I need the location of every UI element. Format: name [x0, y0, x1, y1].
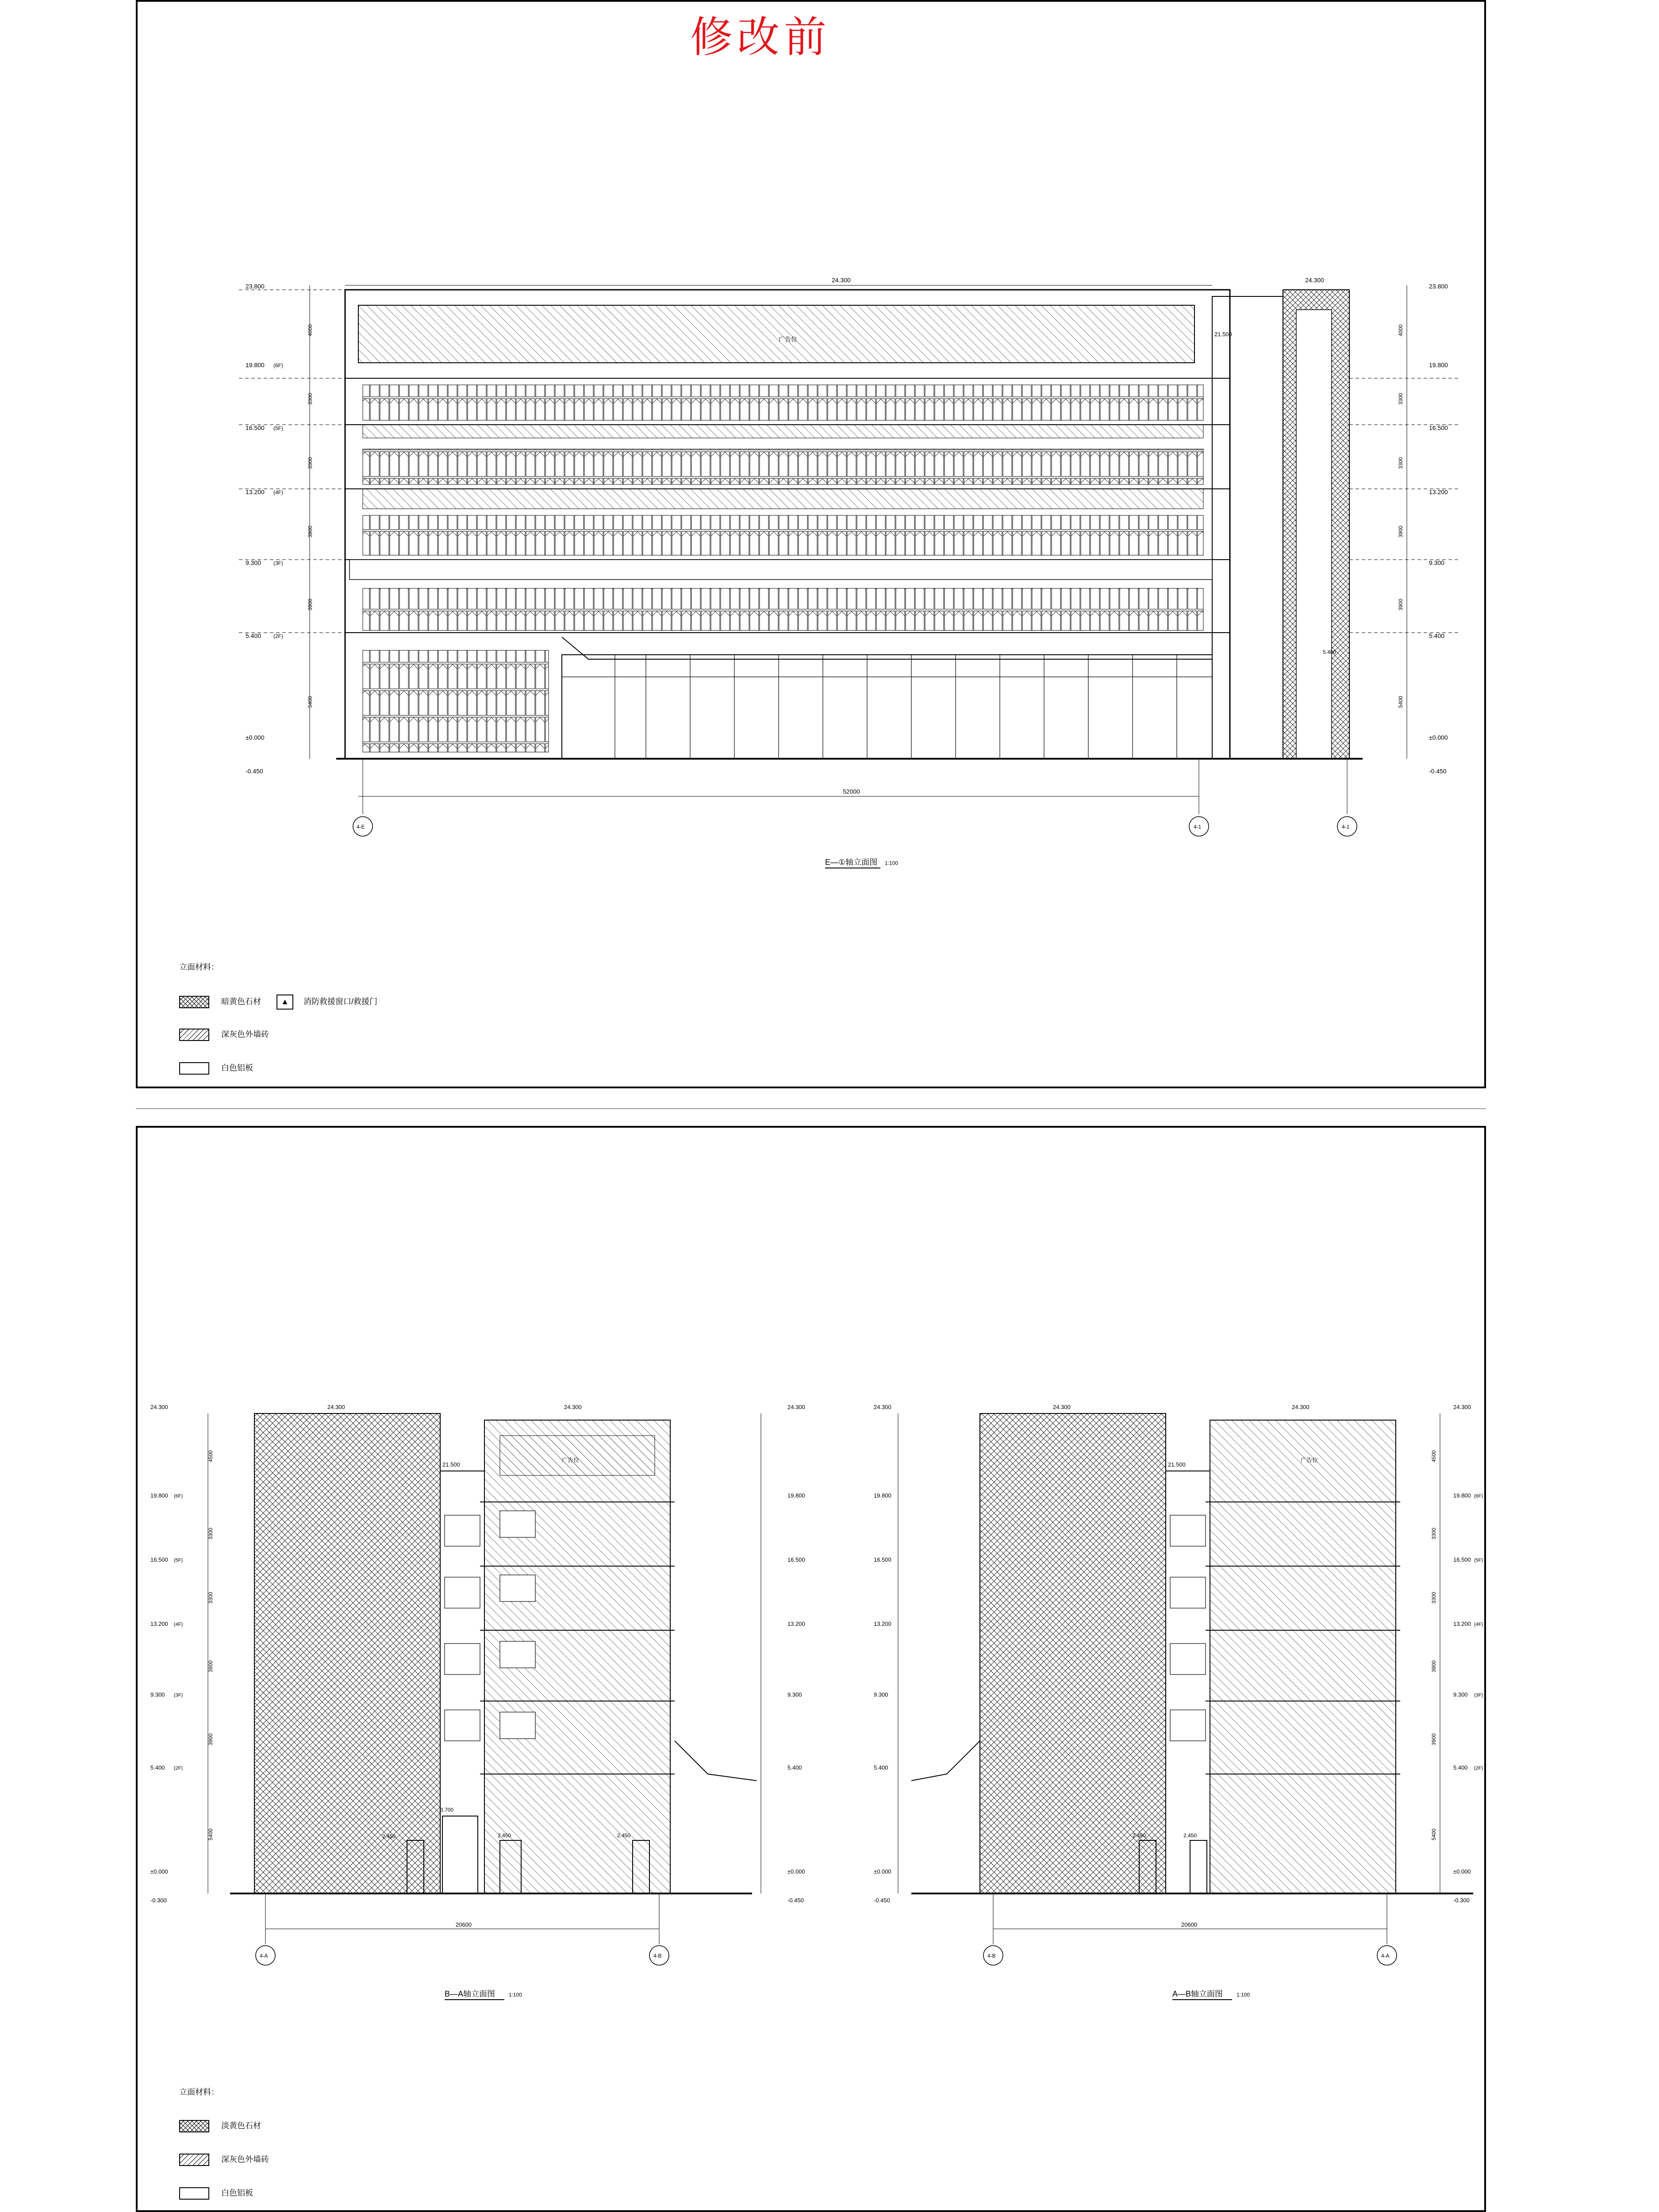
svg-text:±0.000: ±0.000 [246, 734, 265, 741]
caption-left: B—A轴立面图 [445, 1989, 495, 1998]
svg-text:3900: 3900 [1398, 599, 1404, 611]
svg-text:(6F): (6F) [174, 1494, 183, 1499]
floor-dims-right [1398, 324, 1404, 708]
svg-text:19.800: 19.800 [150, 1492, 168, 1499]
legend-bottom [179, 2086, 269, 2212]
left-elev-level-tags [174, 1494, 183, 1771]
legend-item-aluminum: 白色铝板 [221, 1064, 253, 1072]
side-block [1212, 296, 1283, 759]
svg-text:3300: 3300 [207, 1592, 214, 1604]
svg-text:5.400: 5.400 [1429, 632, 1445, 639]
left-elevation [150, 1404, 805, 2000]
svg-text:5.400: 5.400 [874, 1764, 888, 1771]
entrance-canopy [562, 637, 1212, 659]
svg-text:广告位: 广告位 [562, 1457, 580, 1463]
svg-text:3300: 3300 [1431, 1592, 1437, 1604]
svg-text:9.300: 9.300 [1453, 1691, 1468, 1698]
svg-text:13.200: 13.200 [150, 1621, 168, 1627]
svg-text:21.500: 21.500 [442, 1461, 460, 1468]
svg-text:±0.000: ±0.000 [787, 1868, 805, 1875]
tile-block-right [1210, 1420, 1396, 1893]
svg-text:23.800: 23.800 [246, 283, 265, 290]
door [442, 1816, 478, 1893]
right-elev-levels [874, 1492, 891, 1904]
svg-text:3900: 3900 [307, 526, 313, 538]
left-level-markers [246, 283, 265, 775]
svg-text:19.800: 19.800 [874, 1492, 891, 1499]
window-band-5f [363, 449, 1203, 484]
svg-text:3300: 3300 [307, 457, 313, 469]
top-dim-tower: 24.300 [1305, 276, 1324, 284]
revision-stamp-title: 修改前 [690, 12, 831, 62]
svg-text:±0.000: ±0.000 [1453, 1868, 1471, 1875]
svg-text:23.800: 23.800 [1429, 283, 1448, 290]
legend-item-tile: 深灰色外墙砖 [221, 2155, 269, 2164]
tile-swatch [179, 2154, 209, 2166]
legend-heading: 立面材料： [179, 2088, 219, 2097]
svg-text:-0.450: -0.450 [1429, 768, 1447, 775]
svg-text:3.700: 3.700 [440, 1807, 454, 1813]
svg-text:(3F): (3F) [1474, 1693, 1483, 1698]
svg-text:16.500: 16.500 [150, 1556, 168, 1563]
svg-text:2.450: 2.450 [498, 1832, 511, 1839]
stone-swatch [179, 996, 209, 1008]
top-dim-main: 24.300 [832, 276, 851, 284]
svg-text:(3F): (3F) [174, 1693, 183, 1698]
svg-text:3300: 3300 [1398, 457, 1404, 469]
svg-text:16.500: 16.500 [787, 1556, 805, 1563]
right-level-markers [1429, 283, 1448, 775]
svg-text:5.400: 5.400 [787, 1764, 802, 1771]
svg-text:3300: 3300 [1398, 393, 1404, 405]
svg-text:5400: 5400 [1431, 1828, 1437, 1840]
aluminum-swatch [179, 2187, 209, 2200]
caption-right: A—B轴立面图 [1172, 1989, 1223, 1998]
svg-text:9.300: 9.300 [1429, 559, 1445, 566]
side-level-label: 5.400 [1323, 649, 1336, 655]
svg-text:广告位: 广告位 [1301, 1457, 1318, 1463]
stone-swatch [179, 2120, 209, 2132]
svg-text:5.400: 5.400 [246, 632, 261, 639]
svg-text:-0.450: -0.450 [874, 1897, 890, 1904]
svg-text:2.450: 2.450 [1133, 1832, 1146, 1839]
svg-text:3300: 3300 [1431, 1528, 1437, 1540]
svg-text:19.800: 19.800 [787, 1492, 805, 1499]
svg-text:3300: 3300 [307, 393, 313, 405]
rescue-triangle-icon: ▲ [276, 995, 293, 1010]
svg-text:5400: 5400 [307, 696, 313, 708]
svg-text:13.200: 13.200 [787, 1621, 805, 1627]
ground-glazing [562, 655, 1212, 759]
legend-heading: 立面材料： [179, 963, 219, 972]
right-elev-floor-dims [1431, 1450, 1437, 1840]
aluminum-swatch [179, 1062, 209, 1075]
svg-text:24.300: 24.300 [787, 1404, 805, 1410]
tile-swatch [179, 1029, 209, 1041]
svg-text:(2F): (2F) [273, 633, 283, 639]
svg-text:4500: 4500 [207, 1450, 214, 1462]
svg-text:24.300: 24.300 [1053, 1404, 1071, 1410]
legend-item-tile: 深灰色外墙砖 [221, 1030, 269, 1039]
bottom-elevation-drawings [0, 1126, 1659, 2212]
svg-text:24.300: 24.300 [1292, 1404, 1310, 1410]
window-band-3f [363, 588, 1203, 630]
svg-text:(2F): (2F) [174, 1766, 183, 1771]
door [1190, 1840, 1207, 1893]
canopy [675, 1741, 757, 1781]
drawing-scale: 1:100 [885, 860, 899, 866]
left-elev-floor-dims [207, 1450, 214, 1840]
svg-text:3300: 3300 [207, 1528, 214, 1540]
svg-text:(2F): (2F) [1474, 1766, 1483, 1771]
window-band-2f-left [363, 650, 549, 752]
svg-text:(3F): (3F) [273, 560, 283, 566]
svg-text:2.450: 2.450 [1183, 1832, 1197, 1839]
svg-text:24.300: 24.300 [327, 1404, 345, 1410]
svg-text:(4F): (4F) [1474, 1622, 1483, 1627]
floor-dims-left [307, 324, 313, 708]
svg-text:13.200: 13.200 [1429, 488, 1448, 495]
svg-text:4000: 4000 [307, 324, 313, 336]
left-level-tags [273, 362, 283, 639]
svg-text:3900: 3900 [1431, 1660, 1437, 1672]
svg-text:24.300: 24.300 [1453, 1404, 1471, 1410]
axis-label: 4-1 [1342, 824, 1350, 830]
svg-text:9.300: 9.300 [787, 1691, 802, 1698]
svg-text:5.400: 5.400 [150, 1764, 165, 1771]
svg-text:16.500: 16.500 [246, 424, 265, 431]
svg-text:19.800: 19.800 [1429, 361, 1448, 369]
svg-text:±0.000: ±0.000 [1429, 734, 1448, 741]
canopy [911, 1741, 980, 1781]
svg-text:4500: 4500 [1431, 1450, 1437, 1462]
legend-item-stone: 暗黄色石材 [221, 997, 261, 1006]
legend-rescue-note: 消防救援窗口/救援门 [303, 997, 378, 1006]
svg-text:2.450: 2.450 [382, 1833, 396, 1839]
svg-text:-0.450: -0.450 [246, 768, 263, 775]
sheet-separator [136, 1108, 1486, 1109]
svg-text:5.400: 5.400 [1453, 1764, 1468, 1771]
svg-text:9.300: 9.300 [150, 1691, 165, 1698]
svg-text:4-B: 4-B [987, 1953, 996, 1959]
svg-text:4-A: 4-A [1381, 1953, 1390, 1959]
window-band-6f [363, 385, 1203, 420]
left-elev-right-levels [787, 1492, 805, 1904]
svg-text:±0.000: ±0.000 [150, 1868, 168, 1875]
stone-wall-right [980, 1413, 1166, 1893]
svg-text:20600: 20600 [456, 1921, 472, 1928]
svg-text:24.300: 24.300 [564, 1404, 582, 1410]
svg-text:4-A: 4-A [260, 1953, 268, 1959]
svg-text:3900: 3900 [1398, 526, 1404, 538]
axis-label: 4-1 [1194, 824, 1202, 830]
svg-text:3900: 3900 [207, 1733, 214, 1745]
svg-text:-0.450: -0.450 [787, 1897, 804, 1904]
svg-text:1:100: 1:100 [1237, 1992, 1250, 1998]
legend-top [179, 961, 377, 1095]
svg-text:24.300: 24.300 [150, 1404, 168, 1410]
svg-text:±0.000: ±0.000 [874, 1868, 891, 1875]
mid-level-label: 21.500 [1214, 331, 1232, 338]
svg-text:2.450: 2.450 [617, 1832, 631, 1839]
svg-text:3900: 3900 [1431, 1733, 1437, 1745]
svg-text:5400: 5400 [1398, 696, 1404, 708]
svg-text:-0.300: -0.300 [150, 1897, 167, 1904]
svg-text:(4F): (4F) [273, 489, 283, 495]
right-elev-level-tags [1474, 1494, 1483, 1771]
svg-text:16.500: 16.500 [1429, 424, 1448, 431]
right-elevation [874, 1404, 1483, 2000]
svg-text:5400: 5400 [207, 1828, 214, 1840]
svg-text:13.200: 13.200 [1453, 1621, 1471, 1627]
window-band-4f [363, 515, 1203, 555]
roof-ad-label: 广告位 [779, 336, 797, 343]
svg-text:(6F): (6F) [273, 362, 283, 369]
svg-text:(4F): (4F) [174, 1622, 183, 1627]
svg-text:13.200: 13.200 [246, 488, 265, 495]
svg-text:3900: 3900 [307, 599, 313, 611]
svg-text:19.800: 19.800 [1453, 1492, 1471, 1499]
top-elevation-drawing [0, 0, 1659, 1088]
svg-text:13.200: 13.200 [874, 1621, 891, 1627]
legend-item-aluminum: 白色铝板 [221, 2189, 253, 2197]
svg-text:3900: 3900 [207, 1660, 214, 1672]
svg-text:21.500: 21.500 [1168, 1461, 1186, 1468]
svg-text:16.500: 16.500 [1453, 1556, 1471, 1563]
svg-text:20600: 20600 [1181, 1921, 1198, 1928]
svg-text:(5F): (5F) [174, 1558, 183, 1563]
svg-text:(6F): (6F) [1474, 1494, 1483, 1499]
svg-text:24.300: 24.300 [874, 1404, 891, 1410]
axis-label: 4-E [357, 824, 365, 830]
svg-text:(5F): (5F) [1474, 1558, 1483, 1563]
svg-text:9.300: 9.300 [874, 1691, 888, 1698]
svg-text:-0.300: -0.300 [1453, 1897, 1470, 1904]
total-width-dim: 52000 [843, 788, 860, 795]
svg-text:9.300: 9.300 [246, 559, 261, 566]
svg-text:4000: 4000 [1398, 324, 1404, 336]
svg-text:(5F): (5F) [273, 425, 283, 431]
left-elev-levels [150, 1492, 168, 1904]
svg-text:1:100: 1:100 [509, 1992, 522, 1998]
drawing-caption: E—①轴立面图 [825, 858, 878, 867]
svg-text:4-B: 4-B [653, 1953, 662, 1959]
svg-text:19.800: 19.800 [246, 361, 265, 369]
roof-ad-panel [358, 305, 1194, 363]
stone-wall-left [254, 1413, 440, 1893]
svg-text:16.500: 16.500 [874, 1556, 891, 1563]
right-elev-right-levels [1453, 1492, 1471, 1904]
legend-item-stone: 淡黄色石材 [221, 2121, 261, 2130]
